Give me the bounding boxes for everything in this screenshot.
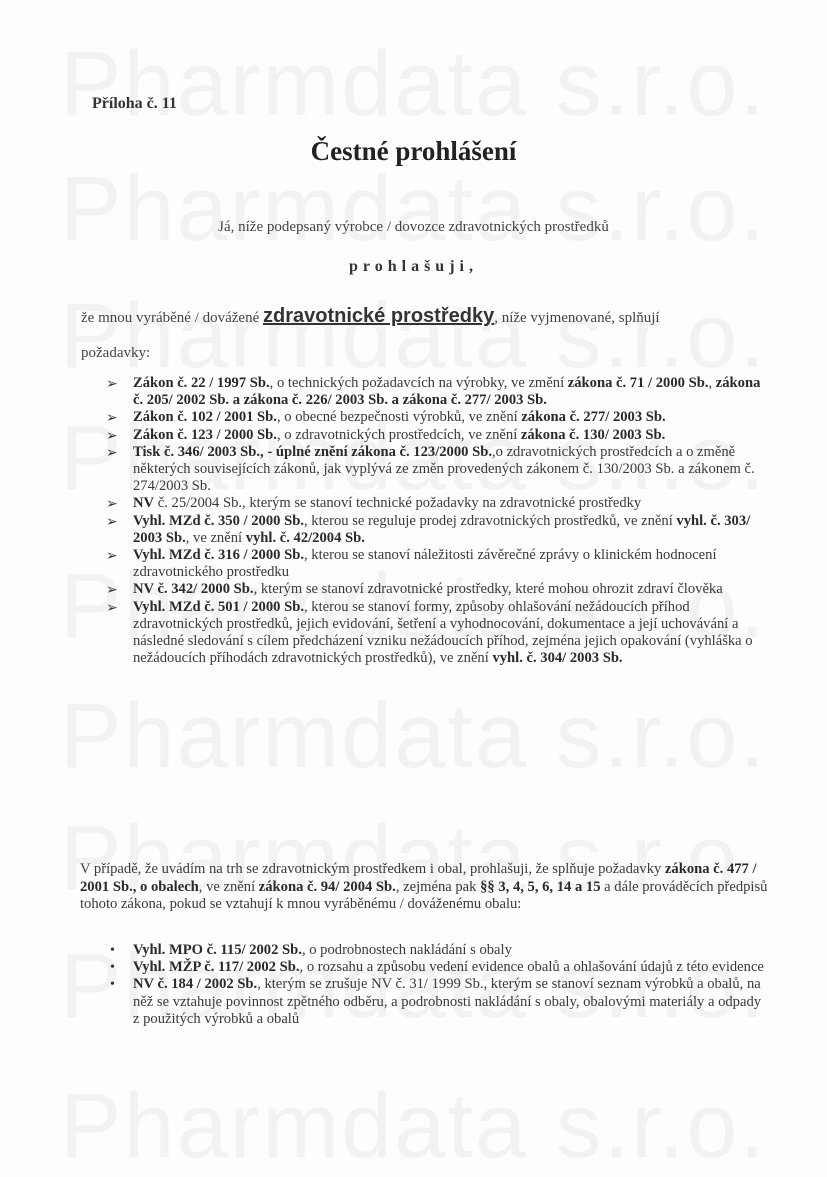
packaging-paragraph — [80, 861, 770, 914]
packaging-item — [110, 976, 770, 1028]
packaging-list — [110, 942, 770, 1028]
law-item — [106, 444, 766, 496]
law-description: , ve znění — [185, 529, 246, 546]
dot-bullet-icon: • — [110, 943, 115, 958]
arrow-bullet-icon: ➢ — [106, 376, 118, 392]
law-name: Zákon č. 102 / 2001 Sb. — [133, 409, 277, 426]
lead-text: že mnou vyráběné / dovážené — [81, 310, 263, 326]
law-name: NV č. 342/ 2000 Sb. — [133, 581, 254, 598]
law-description: , o technických požadavcích na výrobky, ve změní — [269, 375, 568, 391]
packaging-item — [110, 942, 770, 959]
law-description: , kterou se stanoví náležitosti závěrečné zprávy o klinickém hodnocení zdravotnického prostředku — [133, 547, 717, 581]
lead-sentence — [81, 306, 761, 326]
annex-label: Příloha č. 11 — [92, 95, 177, 112]
arrow-bullet-icon: ➢ — [106, 513, 118, 530]
paragraph-text: , ve znění — [198, 878, 259, 895]
law-description: , — [708, 375, 716, 391]
law-item — [106, 375, 766, 409]
arrow-bullet-icon: ➢ — [106, 444, 118, 461]
law-amendment: vyhl. č. 42/2004 Sb. — [245, 529, 365, 546]
law-name: Zákon č. 22 / 1997 Sb. — [133, 375, 270, 391]
law-name: NV — [133, 495, 155, 512]
declaration-word: prohlašuji, — [349, 258, 478, 275]
arrow-bullet-icon: ➢ — [106, 496, 118, 513]
paragraph-text: V případě, že uvádím na trh se zdravotnickým prostředkem i obal, prohlašuji, že splňuje požadavky — [80, 861, 665, 877]
law-description: , kterým se stanoví zdravotnické prostředky, které mohou ohrozit zdraví člověka — [253, 581, 723, 598]
law-item — [106, 495, 766, 512]
paragraph-bold: zákona č. 477 / 2001 Sb., o obalech — [80, 861, 757, 895]
regulation-description: , kterým se zrušuje NV č. 31/ 1999 Sb., kterým se stanoví seznam výrobků a obalů, na něž se vztahuje povinnost zpětného odběru, a podrobnosti nakládání s obaly, obalovými materiály a odpady z použitých výrobků a obalů — [133, 976, 762, 1027]
laws-list — [106, 375, 766, 667]
regulation-description: , o podrobnostech nakládání s obaly — [301, 942, 512, 958]
watermark — [60, 1080, 767, 1172]
law-amendment: zákona č. 130/ 2003 Sb. — [520, 426, 666, 443]
paragraph-bold: §§ 3, 4, 5, 6, 14 a 15 — [480, 878, 601, 895]
law-description: , o zdravotnických prostředcích, ve znění — [276, 426, 521, 443]
arrow-bullet-icon: ➢ — [106, 548, 118, 565]
law-amendment: vyhl. č. 304/ 2003 Sb. — [492, 650, 623, 667]
dot-bullet-icon: • — [110, 977, 115, 993]
law-name: Vyhl. MZd č. 501 / 2000 Sb. — [133, 598, 304, 615]
arrow-bullet-icon: ➢ — [106, 599, 118, 616]
regulation-description: , o rozsahu a způsobu vedení evidence obalů a ohlašování údajů z této evidence — [299, 959, 764, 976]
packaging-item — [110, 959, 770, 976]
law-amendment: zákona č. 71 / 2000 Sb. — [567, 375, 709, 391]
requirements-label: požadavky: — [81, 345, 151, 361]
law-item — [106, 599, 766, 668]
regulation-name: Vyhl. MPO č. 115/ 2002 Sb. — [133, 942, 302, 958]
lead-text: , níže vyjmenované, splňují — [494, 310, 660, 326]
dot-bullet-icon: • — [110, 960, 115, 976]
paragraph-bold: zákona č. 94/ 2004 Sb. — [258, 878, 396, 895]
law-description: č. 25/2004 Sb., kterým se stanoví technické požadavky na zdravotnické prostředky — [154, 495, 642, 512]
law-name: Zákon č. 123 / 2000 Sb. — [133, 426, 277, 443]
law-item — [106, 581, 766, 598]
watermark — [60, 690, 767, 782]
law-description: , kterou se reguluje prodej zdravotnických prostředků, ve znění — [303, 512, 677, 529]
law-item — [106, 547, 766, 581]
paragraph-text: , zejména pak — [395, 878, 481, 895]
law-amendment: zákona č. 205/ 2002 Sb. a zákona č. 226/ 2003 Sb. a zákona č. 277/ 2003 Sb. — [133, 375, 761, 409]
law-item — [106, 427, 766, 444]
watermark — [60, 38, 767, 130]
arrow-bullet-icon: ➢ — [106, 410, 118, 427]
law-name: Tisk č. 346/ 2003 Sb., - úplné znění zákona č. 123/2000 Sb. — [133, 443, 492, 460]
law-item — [106, 513, 766, 547]
arrow-bullet-icon: ➢ — [106, 427, 118, 444]
law-amendment: zákona č. 277/ 2003 Sb. — [521, 409, 666, 426]
lead-emphasis: zdravotnické prostředky — [263, 305, 495, 327]
law-item — [106, 409, 766, 426]
law-description: , kterou se stanoví formy, způsoby ohlašování nežádoucích příhod zdravotnických prostředků, jejich evidování, šetření a vyhodnocování, dokumentace a její uchovávání a následné sledování s cílem předcházení vzniku nežádoucích příhod, zejména jejich opakování (vyhláška o nežádoucích příhodách zdravotnických prostředků), ve znění — [133, 598, 753, 667]
law-description: , o obecné bezpečnosti výrobků, ve znění — [276, 409, 522, 426]
regulation-name: NV č. 184 / 2002 Sb. — [133, 976, 258, 993]
document-title: Čestné prohlášení — [310, 136, 517, 166]
law-name: Vyhl. MZd č. 316 / 2000 Sb. — [133, 547, 304, 564]
law-name: Vyhl. MZd č. 350 / 2000 Sb. — [133, 512, 304, 529]
law-description: ,o zdravotnických prostředcích a o změně některých souvisejících zákonů, jak vyplývá ze změn provedených zákonem č. 130/2003 Sb. a zákonem č. 274/2003 Sb. — [133, 443, 755, 495]
paragraph-text: a dále prováděcích předpisů tohoto zákona, pokud se vztahují k mnou vyráběnému / dováženému obalu: — [80, 878, 768, 912]
arrow-bullet-icon: ➢ — [106, 582, 118, 599]
watermark — [60, 163, 767, 255]
intro-line: Já, níže podepsaný výrobce / dovozce zdravotnických prostředků — [218, 219, 609, 235]
law-amendment: vyhl. č. 303/ 2003 Sb. — [133, 512, 751, 546]
watermark — [60, 290, 767, 382]
regulation-name: Vyhl. MŽP č. 117/ 2002 Sb. — [133, 959, 300, 976]
